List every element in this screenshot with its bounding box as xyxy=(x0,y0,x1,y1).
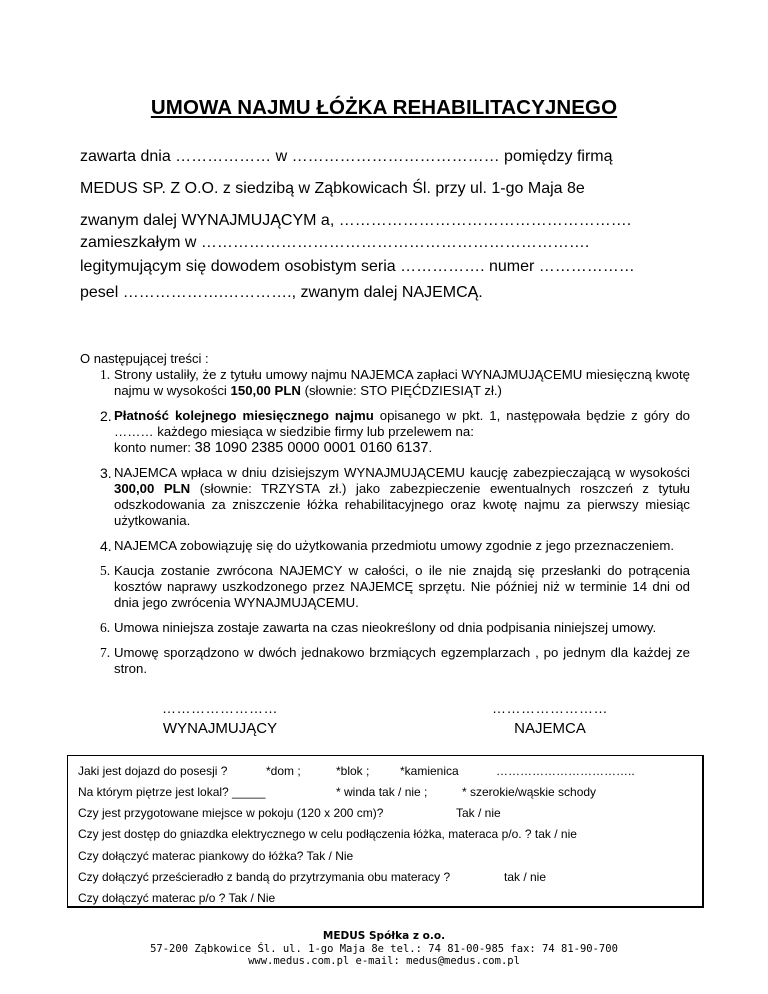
intro-line-company: MEDUS SP. Z O.O. z siedzibą w Ząbkowicach Śl. przy ul. 1-go Maja 8e xyxy=(80,180,585,197)
intro-line-pesel: pesel ……………….…………., zwanym dalej NAJEMCĄ. xyxy=(80,284,483,301)
point-number: 3. xyxy=(100,465,112,481)
answer-options: tak / nie xyxy=(504,870,547,884)
intro-line-lessor: zwanym dalej WYNAJMUJĄCYM a, ………………………………………………. xyxy=(80,212,632,229)
point-number: 4. xyxy=(100,538,112,554)
question-label: Jaki jest dojazd do posesji ? xyxy=(78,764,228,778)
point-number: 2. xyxy=(100,408,112,424)
option-elevator: * winda tak / nie ; xyxy=(336,785,428,799)
point-text: Umowę sporządzono w dwóch jednakowo brzmiących egzemplarzach , po jednym dla każdej ze stron. xyxy=(114,645,690,676)
question-label: Czy dołączyć prześcieradło z bandą do przytrzymania obu materacy ? xyxy=(78,870,451,884)
document-title: UMOWA NAJMU ŁÓŻKA REHABILITACYJNEGO xyxy=(150,96,618,119)
questionnaire-box xyxy=(67,755,704,908)
contract-point xyxy=(80,563,690,611)
answer-blank: …………………………….. xyxy=(496,764,635,778)
option-stairs: * szerokie/wąskie schody xyxy=(462,785,597,799)
question-label: Czy jest dostęp do gniazdka elektrycznego w celu podłączenia łóżka, materaca p/o. ? tak / nie xyxy=(78,827,577,841)
signature-line: …………………… xyxy=(162,700,278,716)
point-number: 5. xyxy=(100,563,111,578)
footer-web: www.medus.com.pl e-mail: medus@medus.com.pl xyxy=(248,955,520,967)
question-label: Na którym piętrze jest lokal? _____ xyxy=(78,785,266,799)
question-label: Czy dołączyć materac p/o ? Tak / Nie xyxy=(78,891,276,905)
signature-label: WYNAJMUJĄCY xyxy=(162,720,278,737)
point-number: 7. xyxy=(100,645,111,660)
point-text: Strony ustaliły, że z tytułu umowy najmu NAJEMCA zapłaci WYNAJMUJĄCEMU miesięczną kwotę najmu w wysokości xyxy=(114,367,690,398)
account-number: 38 1090 2385 0000 0001 0160 6137 xyxy=(194,440,429,456)
contract-points xyxy=(80,367,690,686)
point-text: NAJEMCA zobowiązuję się do użytkowania przedmiotu umowy zgodnie z jego przeznaczeniem. xyxy=(114,538,675,553)
option-tenement: *kamienica xyxy=(400,764,459,778)
account-label: konto numer: xyxy=(114,440,195,455)
contract-point xyxy=(80,465,690,529)
point-number: 1. xyxy=(100,367,111,382)
point-text: Kaucja zostanie zwrócona NAJEMCY w całości, o ile nie znajdą się przesłanki do potrącenia kosztów naprawy uszkodzonego przez NAJEMCĘ sprzętu. Nie później niż w terminie 14 dni od dnia jego zwrócenia WYNAJMUJĄCEMU. xyxy=(114,563,690,610)
question-label: Czy jest przygotowane miejsce w pokoju (120 x 200 cm)? xyxy=(78,806,384,820)
signature-lessee xyxy=(470,700,630,737)
option-block: *blok ; xyxy=(336,764,370,778)
point-heading: Płatność kolejnego miesięcznego najmu xyxy=(114,408,374,423)
deposit-amount: 300,00 PLN xyxy=(114,481,191,496)
footer-address: 57-200 Ząbkowice Śl. ul. 1-go Maja 8e tel.: 74 81-00-985 fax: 74 81-90-700 xyxy=(150,942,618,955)
point-text: (słownie: TRZYSTA zł.) jako zabezpieczenie ewentualnych roszczeń z tytułu odszkodowania za zniszczenie łóżka rehabilitacyjnego oraz kwotę najmu za pierwszy miesiąc użytkowania. xyxy=(114,481,690,528)
contract-point xyxy=(80,408,690,456)
page-footer xyxy=(0,930,768,968)
contract-point xyxy=(80,620,690,636)
contract-point xyxy=(80,538,690,554)
answer-options: Tak / nie xyxy=(456,806,501,820)
footer-company: MEDUS Spółka z o.o. xyxy=(322,930,446,942)
point-text: Umowa niniejsza zostaje zawarta na czas nieokreślony od dnia podpisania niniejszej umowy. xyxy=(114,620,657,635)
contents-label: O następującej treści : xyxy=(80,351,209,366)
rent-amount: 150,00 PLN xyxy=(230,383,301,398)
point-text: opisanego w pkt. 1, następowała będzie z góry do ……… każdego miesiąca w siedzibie firmy lub przelewem na: xyxy=(114,408,690,439)
point-text: . xyxy=(428,440,433,455)
contract-point xyxy=(80,645,690,677)
signature-line: …………………… xyxy=(492,700,608,716)
signature-lessor xyxy=(140,700,300,737)
point-text: (słownie: STO PIĘĆDZIESIĄT zł.) xyxy=(300,383,502,398)
option-house: *dom ; xyxy=(266,764,301,778)
question-label: Czy dołączyć materac piankowy do łóżka? Tak / Nie xyxy=(78,849,354,863)
intro-line-address: zamieszkałym w ………………………………………………………………. xyxy=(80,234,590,251)
point-number: 6. xyxy=(100,620,111,635)
intro-line-date-place: zawarta dnia ……………… w ………………………………… pomiędzy firmą xyxy=(80,148,613,165)
intro-line-id: legitymującym się dowodem osobistym seria ……………. numer ……………… xyxy=(80,258,635,275)
point-text: NAJEMCA wpłaca w dniu dzisiejszym WYNAJMUJĄCEMU kaucję zabezpieczającą w wysokości xyxy=(114,465,690,480)
contract-point xyxy=(80,367,690,399)
signature-label: NAJEMCA xyxy=(514,720,586,737)
